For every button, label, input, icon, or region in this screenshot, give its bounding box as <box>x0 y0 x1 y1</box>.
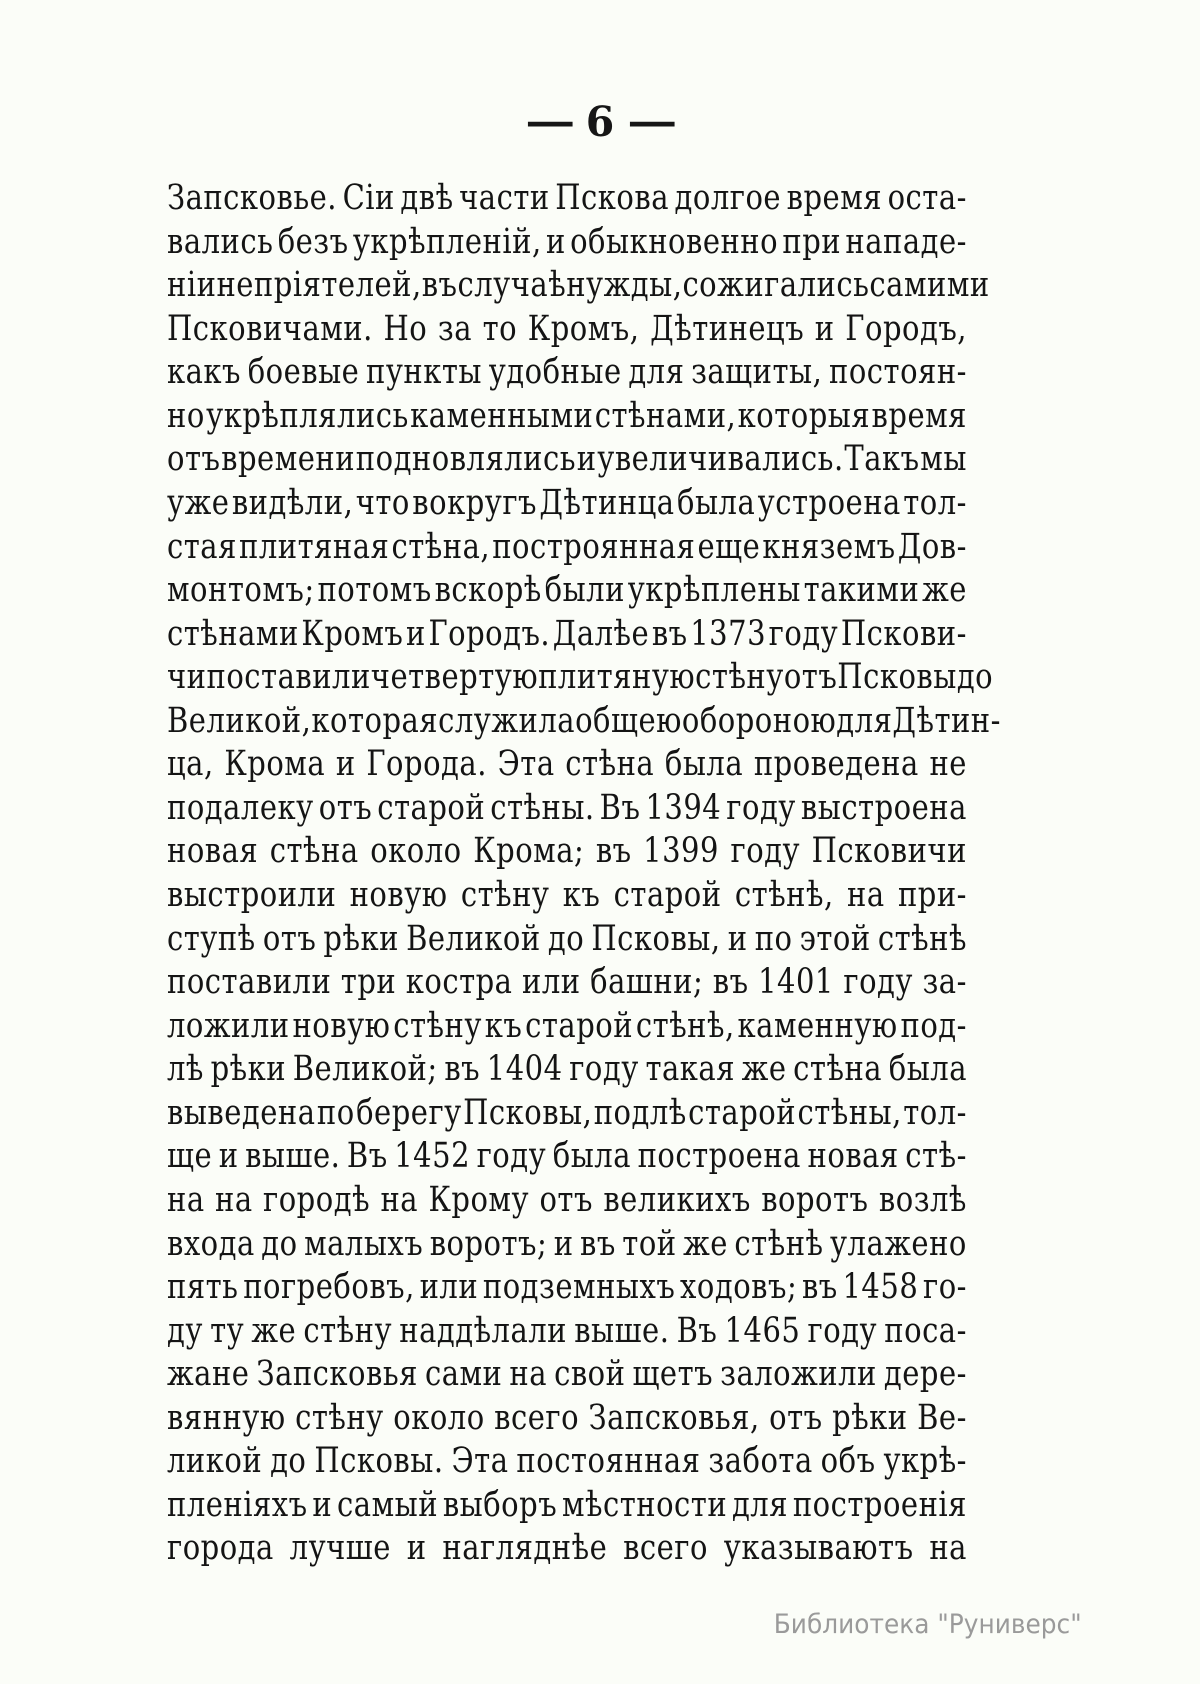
text-line: стѣнами Кромъ и Городъ. Далѣе въ 1373 году Пскови- <box>167 612 967 653</box>
text-line: отъ времени подновлялись и увеличивались. Такъ мы <box>167 437 967 479</box>
text-line: пять погребовъ, или подземныхъ ходовъ; въ 1458 го- <box>167 1265 967 1307</box>
text-line: ликой до Псковы. Эта постоянная забота объ укрѣ- <box>167 1439 967 1481</box>
text-line: пленіяхъ и самый выборъ мѣстности для построенія <box>167 1483 967 1525</box>
text-line: ца, Крома и Города. Эта стѣна была проведена не <box>167 742 967 784</box>
text-line: ступѣ отъ рѣки Великой до Псковы, и по этой стѣнѣ <box>167 917 967 958</box>
text-line: но укрѣплялись каменными стѣнами, которыя время <box>167 394 967 436</box>
text-line: монтомъ; потомъ вскорѣ были укрѣплены такими же <box>167 568 967 610</box>
text-line: стая плитяная стѣна, построянная еще княземъ Дов- <box>167 524 967 566</box>
text-line: ду ту же стѣну наддѣлали выше. Въ 1465 году поса- <box>167 1309 967 1350</box>
text-line: ложили новую стѣну къ старой стѣнѣ, каменную под- <box>167 1004 967 1045</box>
text-line: какъ боевые пункты удобные для защиты, постоян- <box>167 350 967 392</box>
watermark-text: Библиотека "Руниверс" <box>774 1609 1082 1640</box>
text-line: чи поставили четвертую плитяную стѣну отъ Псковы до <box>167 655 994 697</box>
text-line: жане Запсковья сами на свой щетъ заложили дере- <box>167 1352 967 1394</box>
page-number-value: 6 <box>585 98 615 146</box>
text-line: города лучше и нагляднѣе всего указываютъ на <box>167 1526 967 1568</box>
text-line: вянную стѣну около всего Запсковья, отъ рѣки Ве- <box>167 1396 967 1437</box>
text-line: выстроили новую стѣну къ старой стѣнѣ, на при- <box>167 873 967 915</box>
text-line: Великой, которая служила общею обороною для Дѣтин- <box>167 699 1001 740</box>
page-number <box>0 100 1200 144</box>
page-number-dash-left: — <box>524 98 573 145</box>
text-line: новая стѣна около Крома; въ 1399 году Псковичи <box>167 829 967 871</box>
text-line: Псковичами. Но за то Кромъ, Дѣтинецъ и Городъ, <box>167 307 967 348</box>
text-line: входа до малыхъ воротъ; и въ той же стѣнѣ улажено <box>167 1221 967 1263</box>
text-line: вались безъ укрѣпленій, и обыкновенно при нападе- <box>167 220 967 261</box>
text-line: ще и выше. Въ 1452 году была построена новая стѣ- <box>167 1134 967 1176</box>
text-line: выведена по берегу Псковы, подлѣ старой стѣны, тол- <box>167 1091 967 1133</box>
text-line: подалеку отъ старой стѣны. Въ 1394 году выстроена <box>167 786 967 828</box>
text-line: ніи непріятелей, въ случаѣ нужды, сожигались самими <box>167 263 990 305</box>
text-line: поставили три костра или башни; въ 1401 году за- <box>167 960 967 1002</box>
text-line: Запсковье. Сіи двѣ части Пскова долгое время оста- <box>167 176 967 218</box>
text-line: уже видѣли, что вокругъ Дѣтинца была устроена тол- <box>167 481 967 523</box>
text-line: лѣ рѣки Великой; въ 1404 году такая же стѣна была <box>167 1047 967 1089</box>
page-number-dash-right: — <box>627 98 676 145</box>
body-text-block <box>167 176 1001 1570</box>
text-line: на на городѣ на Крому отъ великихъ воротъ возлѣ <box>167 1178 967 1220</box>
